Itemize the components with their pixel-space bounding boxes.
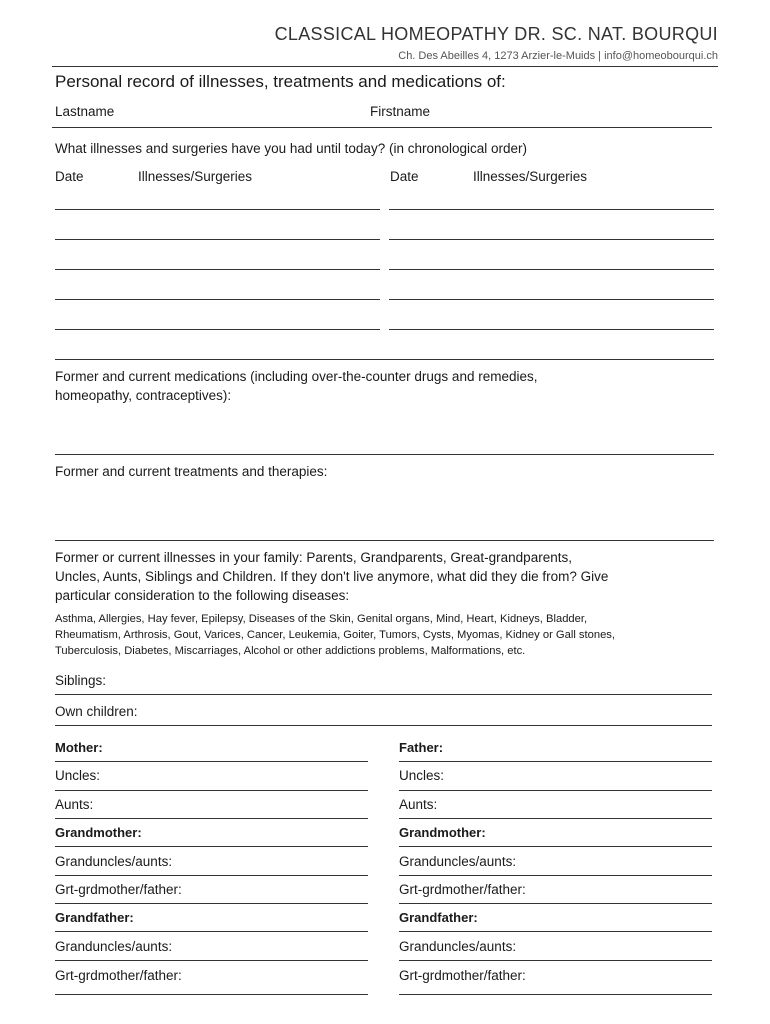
illness-entry-right-4[interactable] [389, 299, 714, 300]
mother-input-line[interactable] [55, 761, 368, 762]
paternal-grandfather-input-line[interactable] [399, 931, 712, 932]
illness-entry-left-4[interactable] [55, 299, 380, 300]
medications-input-line[interactable] [55, 454, 714, 455]
header-divider [52, 66, 718, 67]
disease-list-line2: Rheumatism, Arthrosis, Gout, Varices, Cancer, Leukemia, Goiter, Tumors, Cysts, Myomas, Kidney or Gall stones, [55, 629, 615, 641]
family-question-line2: Uncles, Aunts, Siblings and Children. If they don't live anymore, what did they die from? Give [55, 569, 609, 584]
illness-date-right-label: Date [390, 169, 419, 184]
illnesses-question: What illnesses and surgeries have you had until today? (in chronological order) [55, 141, 528, 156]
maternal-great-grandparent-label-1: Grt-grdmother/father: [55, 882, 182, 897]
illness-col-left-label: Illnesses/Surgeries [138, 169, 253, 184]
medications-question-line1: Former and current medications (including over-the-counter drugs and remedies, [55, 369, 538, 384]
own-children-input-line[interactable] [55, 725, 712, 726]
paternal-aunts-input-line[interactable] [399, 818, 712, 819]
maternal-uncles-input-line[interactable] [55, 790, 368, 791]
maternal-granduncles-label-2: Granduncles/aunts: [55, 939, 173, 954]
maternal-grandmother-input-line[interactable] [55, 846, 368, 847]
treatments-question: Former and current treatments and therapies: [55, 464, 328, 479]
paternal-great-grandparent-input-line-1[interactable] [399, 903, 712, 904]
illness-date-left-label: Date [55, 169, 84, 184]
illness-section-end [55, 359, 714, 360]
father-label: Father: [399, 740, 444, 755]
maternal-grandfather-label: Grandfather: [55, 910, 134, 925]
medications-question-line2: homeopathy, contraceptives): [55, 388, 232, 403]
siblings-label: Siblings: [55, 673, 107, 688]
siblings-input-line[interactable] [55, 694, 712, 695]
illness-entry-left-5[interactable] [55, 329, 380, 330]
illness-entry-right-5[interactable] [389, 329, 714, 330]
paternal-granduncles-input-line-1[interactable] [399, 875, 712, 876]
paternal-grandfather-label: Grandfather: [399, 910, 478, 925]
illness-entry-right-2[interactable] [389, 239, 714, 240]
father-input-line[interactable] [399, 761, 712, 762]
illness-entry-left-2[interactable] [55, 239, 380, 240]
maternal-granduncles-input-line-1[interactable] [55, 875, 368, 876]
maternal-granduncles-label-1: Granduncles/aunts: [55, 854, 173, 869]
maternal-great-grandparent-input-line-2[interactable] [55, 994, 368, 995]
illness-entry-left-1[interactable] [55, 209, 380, 210]
clinic-name: CLASSICAL HOMEOPATHY DR. SC. NAT. BOURQUI [274, 24, 718, 44]
paternal-aunts-label: Aunts: [399, 797, 438, 812]
illness-entry-right-3[interactable] [389, 269, 714, 270]
clinic-address: Ch. Des Abeilles 4, 1273 Arzier-le-Muids | info@homeobourqui.ch [398, 50, 718, 62]
maternal-grandfather-input-line[interactable] [55, 931, 368, 932]
disease-list-line3: Tuberculosis, Diabetes, Miscarriages, Alcohol or other addictions problems, Malformations, etc. [55, 645, 526, 657]
name-input-line[interactable] [52, 127, 712, 128]
paternal-granduncles-input-line-2[interactable] [399, 960, 712, 961]
paternal-uncles-input-line[interactable] [399, 790, 712, 791]
maternal-granduncles-input-line-2[interactable] [55, 960, 368, 961]
paternal-grandmother-label: Grandmother: [399, 825, 486, 840]
treatments-input-line[interactable] [55, 540, 714, 541]
illness-entry-left-3[interactable] [55, 269, 380, 270]
paternal-granduncles-label-1: Granduncles/aunts: [399, 854, 517, 869]
firstname-label: Firstname [370, 104, 431, 119]
form-title: Personal record of illnesses, treatments and medications of: [55, 72, 506, 91]
paternal-great-grandparent-label-1: Grt-grdmother/father: [399, 882, 526, 897]
maternal-uncles-label: Uncles: [55, 768, 101, 783]
maternal-great-grandparent-label-2: Grt-grdmother/father: [55, 968, 182, 983]
paternal-great-grandparent-input-line-2[interactable] [399, 994, 712, 995]
illness-col-right-label: Illnesses/Surgeries [473, 169, 588, 184]
lastname-label: Lastname [55, 104, 115, 119]
family-question-line1: Former or current illnesses in your family: Parents, Grandparents, Great-grandparents, [55, 550, 572, 565]
maternal-grandmother-label: Grandmother: [55, 825, 142, 840]
maternal-aunts-input-line[interactable] [55, 818, 368, 819]
own-children-label: Own children: [55, 704, 138, 719]
disease-list-line1: Asthma, Allergies, Hay fever, Epilepsy, Diseases of the Skin, Genital organs, Mind, Heart, Kidneys, Bladder, [55, 613, 588, 625]
maternal-great-grandparent-input-line-1[interactable] [55, 903, 368, 904]
family-question-line3: particular consideration to the following diseases: [55, 588, 350, 603]
paternal-granduncles-label-2: Granduncles/aunts: [399, 939, 517, 954]
maternal-aunts-label: Aunts: [55, 797, 94, 812]
paternal-great-grandparent-label-2: Grt-grdmother/father: [399, 968, 526, 983]
paternal-uncles-label: Uncles: [399, 768, 445, 783]
mother-label: Mother: [55, 740, 103, 755]
paternal-grandmother-input-line[interactable] [399, 846, 712, 847]
illness-entry-right-1[interactable] [389, 209, 714, 210]
